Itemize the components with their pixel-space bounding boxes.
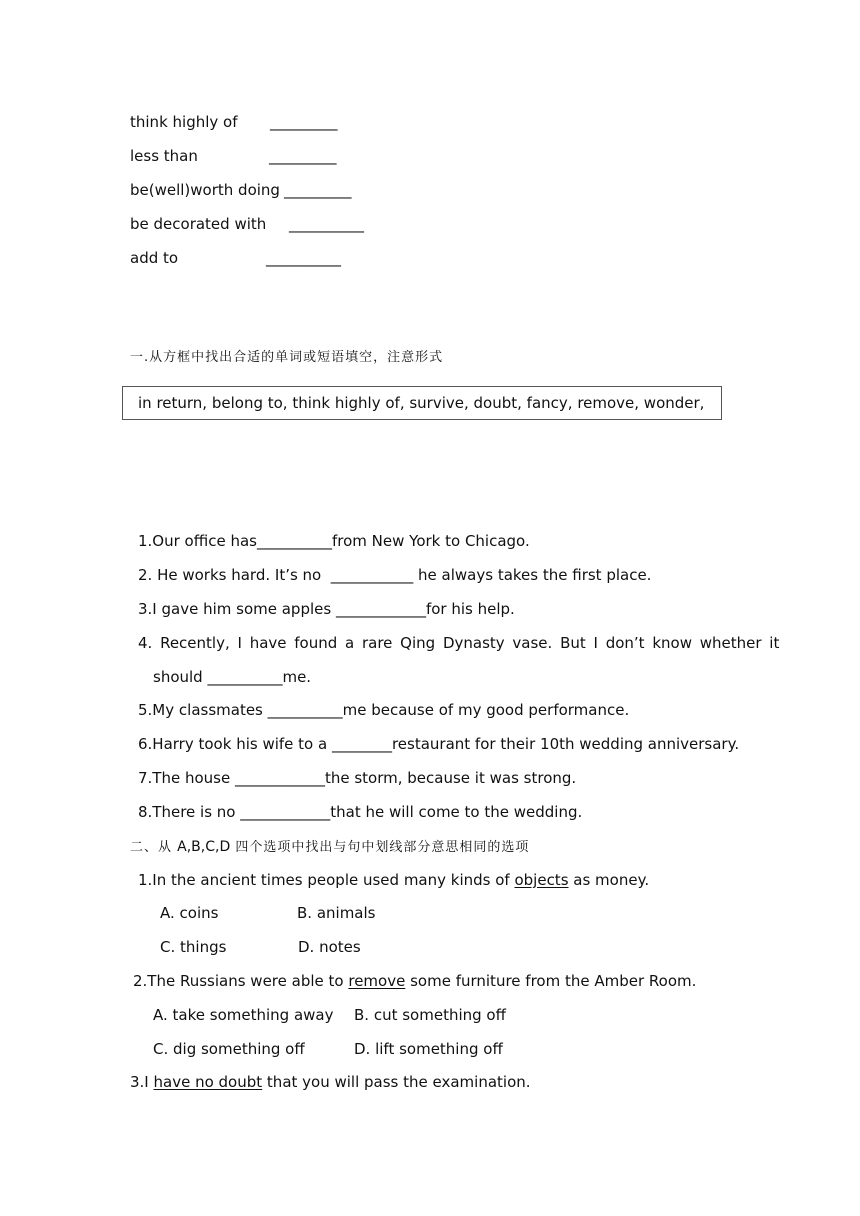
- s2-q3-post: that you will pass the examination.: [262, 1073, 531, 1091]
- s2-q2-post: some furniture from the Amber Room.: [405, 972, 697, 990]
- s2-q3: [130, 1072, 531, 1092]
- s2-q1: [138, 870, 649, 890]
- s2-q3-underlined: have no doubt: [153, 1073, 263, 1091]
- phrase-1: think highly of: [130, 113, 238, 131]
- phrase-5: add to: [130, 249, 179, 267]
- s2-q3-pre: 3.I: [130, 1073, 154, 1091]
- s2-q1-pre: 1.In the ancient times people used many kinds of: [138, 871, 515, 889]
- phrase-3: be(well)worth doing: [130, 181, 280, 199]
- s1-item-5: 5.My classmates __________me because of my good performance.: [138, 701, 630, 719]
- s2-q2-underlined: remove: [348, 972, 406, 990]
- section1-heading: 一.从方框中找出合适的单词或短语填空，注意形式: [130, 350, 444, 365]
- s2-q1-option-c[interactable]: C. things: [160, 938, 227, 956]
- s2-q2-option-d[interactable]: D. lift something off: [354, 1040, 503, 1058]
- section2-heading: [130, 836, 529, 858]
- section2-heading-c: 四个选项中找出与句中划线部分意思相同的选项: [230, 840, 530, 855]
- s1-item-6: 6.Harry took his wife to a ________restaurant for their 10th wedding anniversary.: [138, 735, 740, 753]
- s1-item-7: 7.The house ____________the storm, because it was strong.: [138, 769, 577, 787]
- s2-q1-post: as money.: [568, 871, 650, 889]
- s1-item-4: 4. Recently, I have found a rare Qing Dynasty vase. But I don’t know whether it: [138, 634, 780, 652]
- phrase-2: less than: [130, 147, 198, 165]
- phrase-4: be decorated with: [130, 215, 267, 233]
- phrase-1-blank[interactable]: _________: [270, 113, 338, 131]
- phrase-2-blank[interactable]: _________: [269, 147, 337, 165]
- s1-item-2: 2. He works hard. It’s no ___________ he always takes the first place.: [138, 566, 652, 584]
- word-box: [122, 386, 722, 420]
- s1-item-1: 1.Our office has__________from New York to Chicago.: [138, 532, 530, 550]
- s2-q2-pre: 2.The Russians were able to: [133, 972, 349, 990]
- s1-item-3: 3.I gave him some apples ____________for his help.: [138, 600, 515, 618]
- s2-q1-option-d[interactable]: D. notes: [298, 938, 361, 956]
- s2-q2-option-a[interactable]: A. take something away: [153, 1006, 334, 1024]
- s2-q1-option-a[interactable]: A. coins: [160, 904, 219, 922]
- s2-q2-option-c[interactable]: C. dig something off: [153, 1040, 305, 1058]
- s1-item-8: 8.There is no ____________that he will come to the wedding.: [138, 803, 583, 821]
- word-box-text: in return, belong to, think highly of, survive, doubt, fancy, remove, wonder,: [138, 394, 705, 412]
- s1-item-4-cont: should __________me.: [153, 668, 312, 686]
- s2-q2: [133, 971, 696, 991]
- s2-q2-option-b[interactable]: B. cut something off: [354, 1006, 506, 1024]
- section2-heading-b: A,B,C,D: [177, 839, 231, 855]
- phrase-5-blank[interactable]: __________: [266, 249, 341, 267]
- s2-q1-underlined: objects: [514, 871, 569, 889]
- s2-q1-option-b[interactable]: B. animals: [297, 904, 376, 922]
- phrase-4-blank[interactable]: __________: [289, 215, 364, 233]
- phrase-3-blank[interactable]: _________: [284, 181, 352, 199]
- section2-heading-a: 二、从: [130, 840, 178, 855]
